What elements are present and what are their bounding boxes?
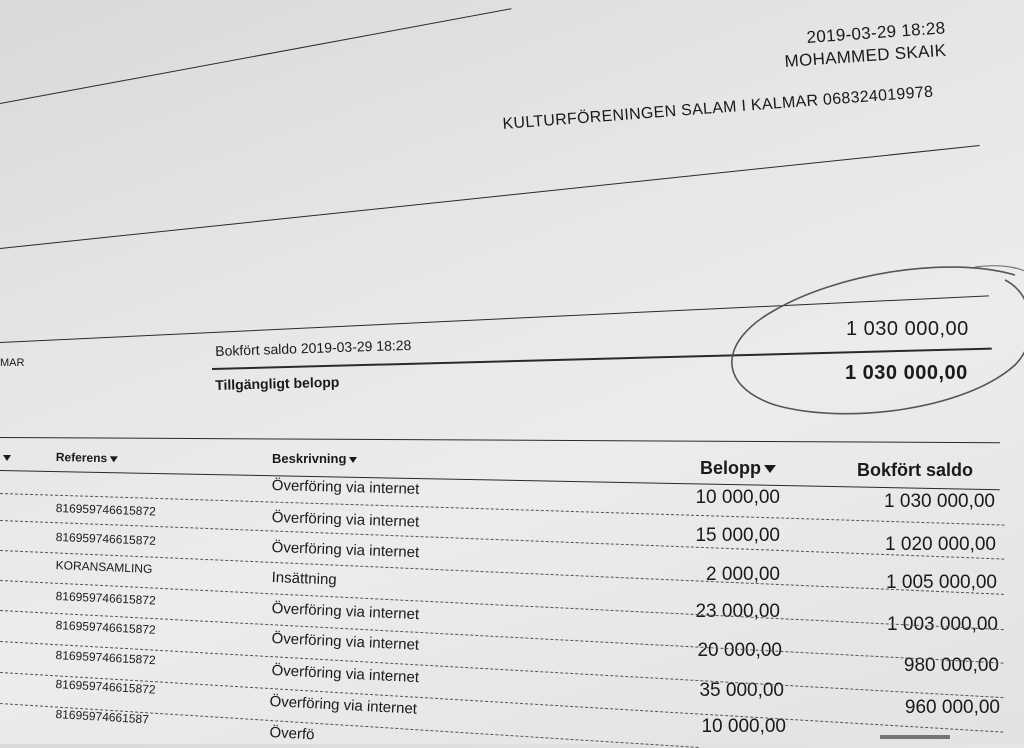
col-header-belopp[interactable] bbox=[700, 458, 776, 479]
row-amount: 15 000,00 bbox=[695, 525, 780, 546]
col-header-bokfort-saldo[interactable] bbox=[857, 460, 973, 481]
row-booked-balance: 1 003 000,00 bbox=[887, 614, 998, 635]
table-header-rule bbox=[0, 470, 1000, 490]
account-name-number: KULTURFÖRENINGEN SALAM I KALMAR 068324019978 bbox=[502, 83, 934, 133]
sort-arrow-icon bbox=[764, 465, 776, 473]
row-reference: 816959746615872 bbox=[55, 589, 157, 608]
sort-arrow-icon bbox=[110, 456, 118, 462]
row-amount: 2 000,00 bbox=[706, 564, 780, 585]
row-reference: 816959746615872 bbox=[55, 530, 157, 548]
booked-balance-label: Bokfört saldo 2019-03-29 18:28 bbox=[215, 336, 412, 359]
row-description: Överföring via internet bbox=[271, 477, 420, 498]
statement-timestamp: 2019-03-29 18:28 bbox=[806, 18, 947, 47]
col-sort-arrow-icon[interactable] bbox=[0, 450, 11, 464]
row-reference: 816959746615872 bbox=[55, 677, 156, 697]
col-header-belopp-label: Belopp bbox=[700, 458, 761, 478]
row-booked-balance: 1 005 000,00 bbox=[886, 572, 997, 593]
row-booked-balance: 1 030 000,00 bbox=[884, 491, 995, 512]
row-amount: 23 000,00 bbox=[695, 601, 780, 622]
row-description: Överföring via internet bbox=[271, 539, 420, 562]
mid-rule bbox=[0, 145, 980, 249]
row-reference: KORANSAMLING bbox=[55, 558, 153, 577]
available-amount-label: Tillgängligt belopp bbox=[215, 373, 340, 393]
col-header-referens[interactable] bbox=[56, 450, 119, 465]
row-amount: 10 000,00 bbox=[695, 487, 780, 508]
col-header-referens-label: Referens bbox=[55, 450, 108, 466]
available-amount-value: 1 030 000,00 bbox=[845, 362, 968, 384]
row-amount: 35 000,00 bbox=[699, 680, 784, 701]
row-description: Insättning bbox=[271, 569, 337, 589]
row-booked-balance: 980 000,00 bbox=[903, 655, 999, 676]
row-amount: 20 000,00 bbox=[697, 640, 782, 661]
sort-arrow-icon bbox=[349, 457, 357, 463]
row-description: Överföring via internet bbox=[271, 509, 420, 531]
col-header-beskrivning-label: Beskrivning bbox=[272, 451, 347, 466]
row-description: Överfö bbox=[269, 724, 315, 744]
row-description: Överföring via internet bbox=[271, 662, 420, 687]
col-header-bokfort-saldo-label: Bokfört saldo bbox=[857, 460, 974, 480]
account-holder-name: MOHAMMED SKAIK bbox=[784, 40, 947, 71]
row-reference: 816959746615872 bbox=[55, 501, 157, 519]
row-reference: 816959746615872 bbox=[55, 648, 156, 668]
table-top-rule bbox=[0, 437, 1000, 443]
row-description: Överföring via internet bbox=[271, 600, 420, 624]
row-reference: 81695974661587 bbox=[55, 707, 150, 727]
left-fragment-text: MAR bbox=[0, 357, 25, 369]
row-description: Överföring via internet bbox=[269, 693, 418, 718]
booked-balance-value: 1 030 000,00 bbox=[846, 318, 969, 340]
cut-off-balance-fragment bbox=[880, 735, 950, 744]
row-description: Överföring via internet bbox=[271, 630, 420, 654]
top-rule bbox=[0, 8, 511, 104]
row-booked-balance: 960 000,00 bbox=[904, 697, 1000, 718]
pen-circle-mark bbox=[715, 255, 1024, 425]
col-header-beskrivning[interactable] bbox=[272, 451, 357, 466]
row-booked-balance: 1 020 000,00 bbox=[885, 534, 996, 555]
row-reference: 816959746615872 bbox=[55, 618, 156, 637]
row-amount: 10 000,00 bbox=[701, 716, 786, 737]
